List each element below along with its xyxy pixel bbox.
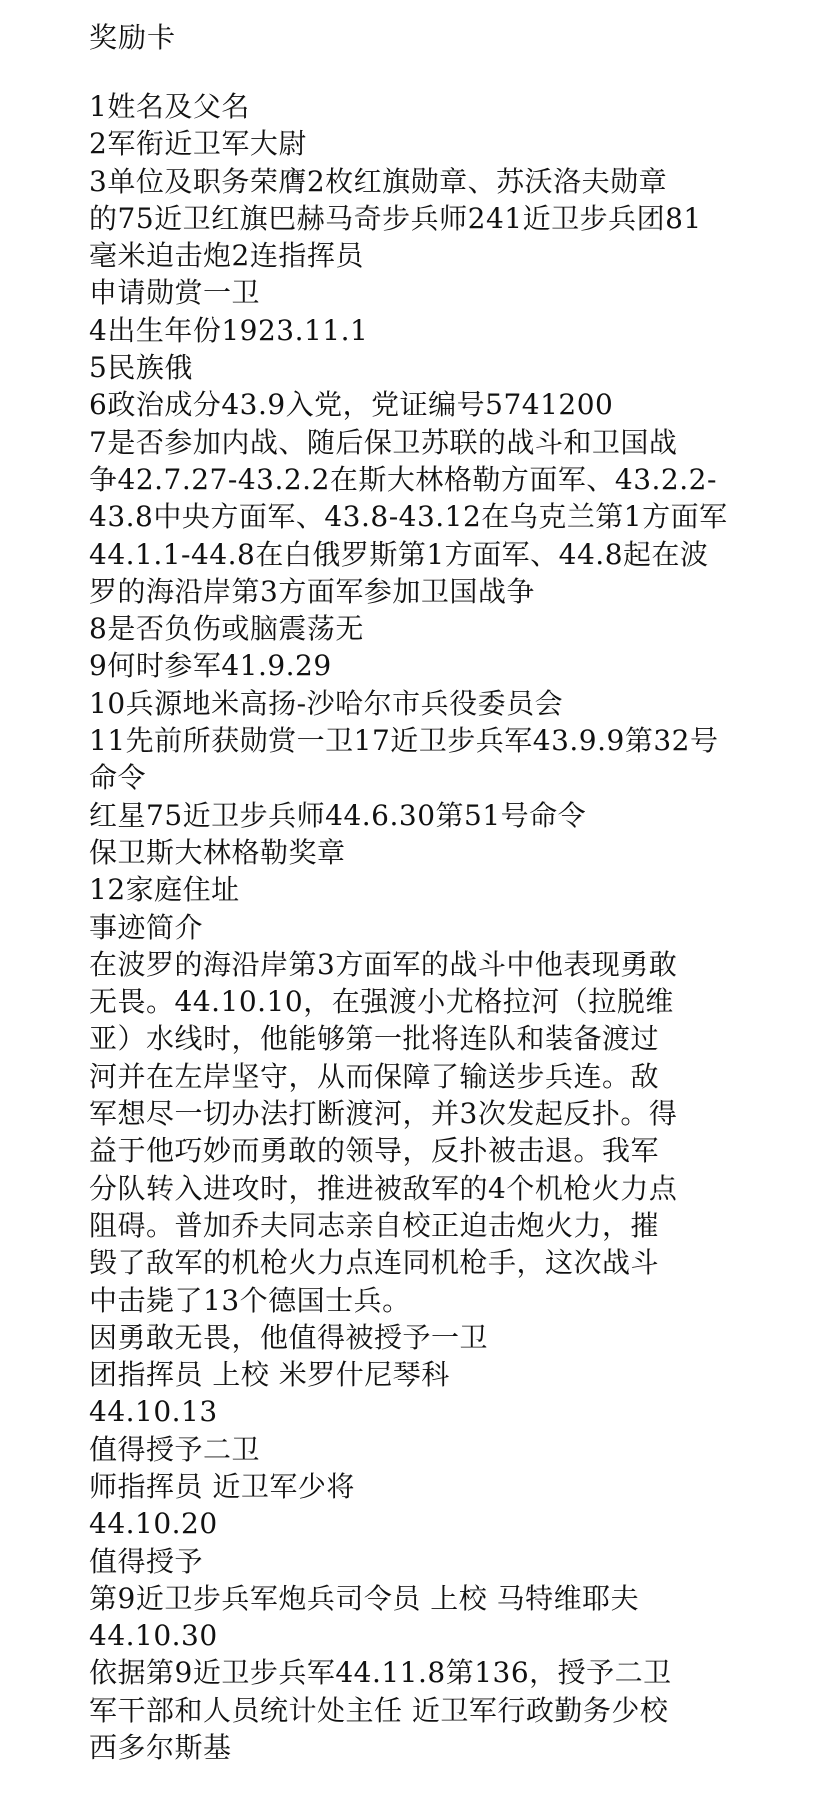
summary-line: 军想尽一切办法打断渡河，并3次发起反扑。得 — [89, 1097, 678, 1131]
field-birth-year: 4出生年份1923.11.1 — [89, 313, 369, 347]
summary-line: 河并在左岸坚守，从而保障了输送步兵连。敌 — [89, 1059, 660, 1093]
regiment-commander-signature: 团指挥员 上校 米罗什尼琴科 — [89, 1358, 450, 1392]
field-home-address: 12家庭住址 — [89, 873, 240, 907]
field-unit-line-2: 的75近卫红旗巴赫马奇步兵师241近卫步兵团81 — [89, 201, 702, 235]
summary-line: 在波罗的海沿岸第3方面军的战斗中他表现勇敢 — [89, 947, 678, 981]
field-enlisted: 9何时参军41.9.29 — [89, 649, 332, 683]
regiment-date: 44.10.13 — [89, 1395, 218, 1429]
division-commander-signature: 师指挥员 近卫军少将 — [89, 1469, 355, 1503]
field-party: 6政治成分43.9入党，党证编号5741200 — [89, 388, 614, 422]
field-previous-awards-line-2: 命令 — [89, 761, 147, 795]
corps-artillery-commander-signature: 第9近卫步兵军炮兵司令员 上校 马特维耶夫 — [89, 1581, 640, 1615]
corps-artillery-recommendation: 值得授予 — [89, 1544, 204, 1578]
field-requested-award: 申请勋赏一卫 — [89, 276, 261, 310]
records-officer-signature: 军干部和人员统计处主任 近卫军行政勤务少校 — [89, 1693, 669, 1727]
field-wars-line-1: 7是否参加内战、随后保卫苏联的战斗和卫国战 — [89, 425, 678, 459]
field-rank: 2军衔近卫军大尉 — [89, 127, 307, 161]
document-title: 奖励卡 — [89, 21, 177, 54]
document-body — [89, 88, 769, 1766]
section-heading-summary: 事迹简介 — [89, 910, 204, 944]
field-wars-line-5: 罗的海沿岸第3方面军参加卫国战争 — [89, 574, 535, 608]
title-spacer — [89, 58, 769, 88]
field-unit-line-3: 毫米迫击炮2连指挥员 — [89, 239, 364, 273]
summary-line: 中击毙了13个德国士兵。 — [89, 1283, 411, 1317]
field-wars-line-3: 43.8中央方面军、43.8-43.12在乌克兰第1方面军 — [89, 500, 728, 534]
corps-artillery-date: 44.10.30 — [89, 1619, 218, 1653]
summary-line: 无畏。44.10.10，在强渡小尤格拉河（拉脱维 — [89, 985, 674, 1019]
field-previous-awards-line-4: 保卫斯大林格勒奖章 — [89, 835, 346, 869]
field-previous-awards-line-1: 11先前所获勋赏一卫17近卫步兵军43.9.9第32号 — [89, 724, 719, 758]
field-wars-line-4: 44.1.1-44.8在白俄罗斯第1方面军、44.8起在波 — [89, 537, 709, 571]
field-wounds: 8是否负伤或脑震荡无 — [89, 612, 364, 646]
summary-line: 亚）水线时，他能够第一批将连队和装备渡过 — [89, 1022, 660, 1056]
summary-line: 分队转入进攻时，推进被敌军的4个机枪火力点 — [89, 1171, 678, 1205]
records-officer-name: 西多尔斯基 — [89, 1731, 232, 1765]
field-nationality: 5民族俄 — [89, 351, 193, 385]
award-order: 依据第9近卫步兵军44.11.8第136，授予二卫 — [89, 1656, 672, 1690]
regiment-recommendation: 因勇敢无畏，他值得被授予一卫 — [89, 1320, 489, 1354]
award-card-document — [89, 18, 769, 1766]
division-date: 44.10.20 — [89, 1507, 218, 1541]
field-wars-line-2: 争42.7.27-43.2.2在斯大林格勒方面军、43.2.2- — [89, 462, 717, 496]
division-recommendation: 值得授予二卫 — [89, 1432, 261, 1466]
summary-line: 益于他巧妙而勇敢的领导，反扑被击退。我军 — [89, 1134, 660, 1168]
field-unit-line-1: 3单位及职务荣膺2枚红旗勋章、苏沃洛夫勋章 — [89, 164, 668, 198]
summary-line: 阻碍。普加乔夫同志亲自校正迫击炮火力，摧 — [89, 1208, 660, 1242]
field-name: 1姓名及父名 — [89, 90, 250, 123]
field-draft-office: 10兵源地米高扬-沙哈尔市兵役委员会 — [89, 686, 564, 720]
field-previous-awards-line-3: 红星75近卫步兵师44.6.30第51号命令 — [89, 798, 587, 832]
summary-line: 毁了敌军的机枪火力点连同机枪手，这次战斗 — [89, 1246, 660, 1280]
